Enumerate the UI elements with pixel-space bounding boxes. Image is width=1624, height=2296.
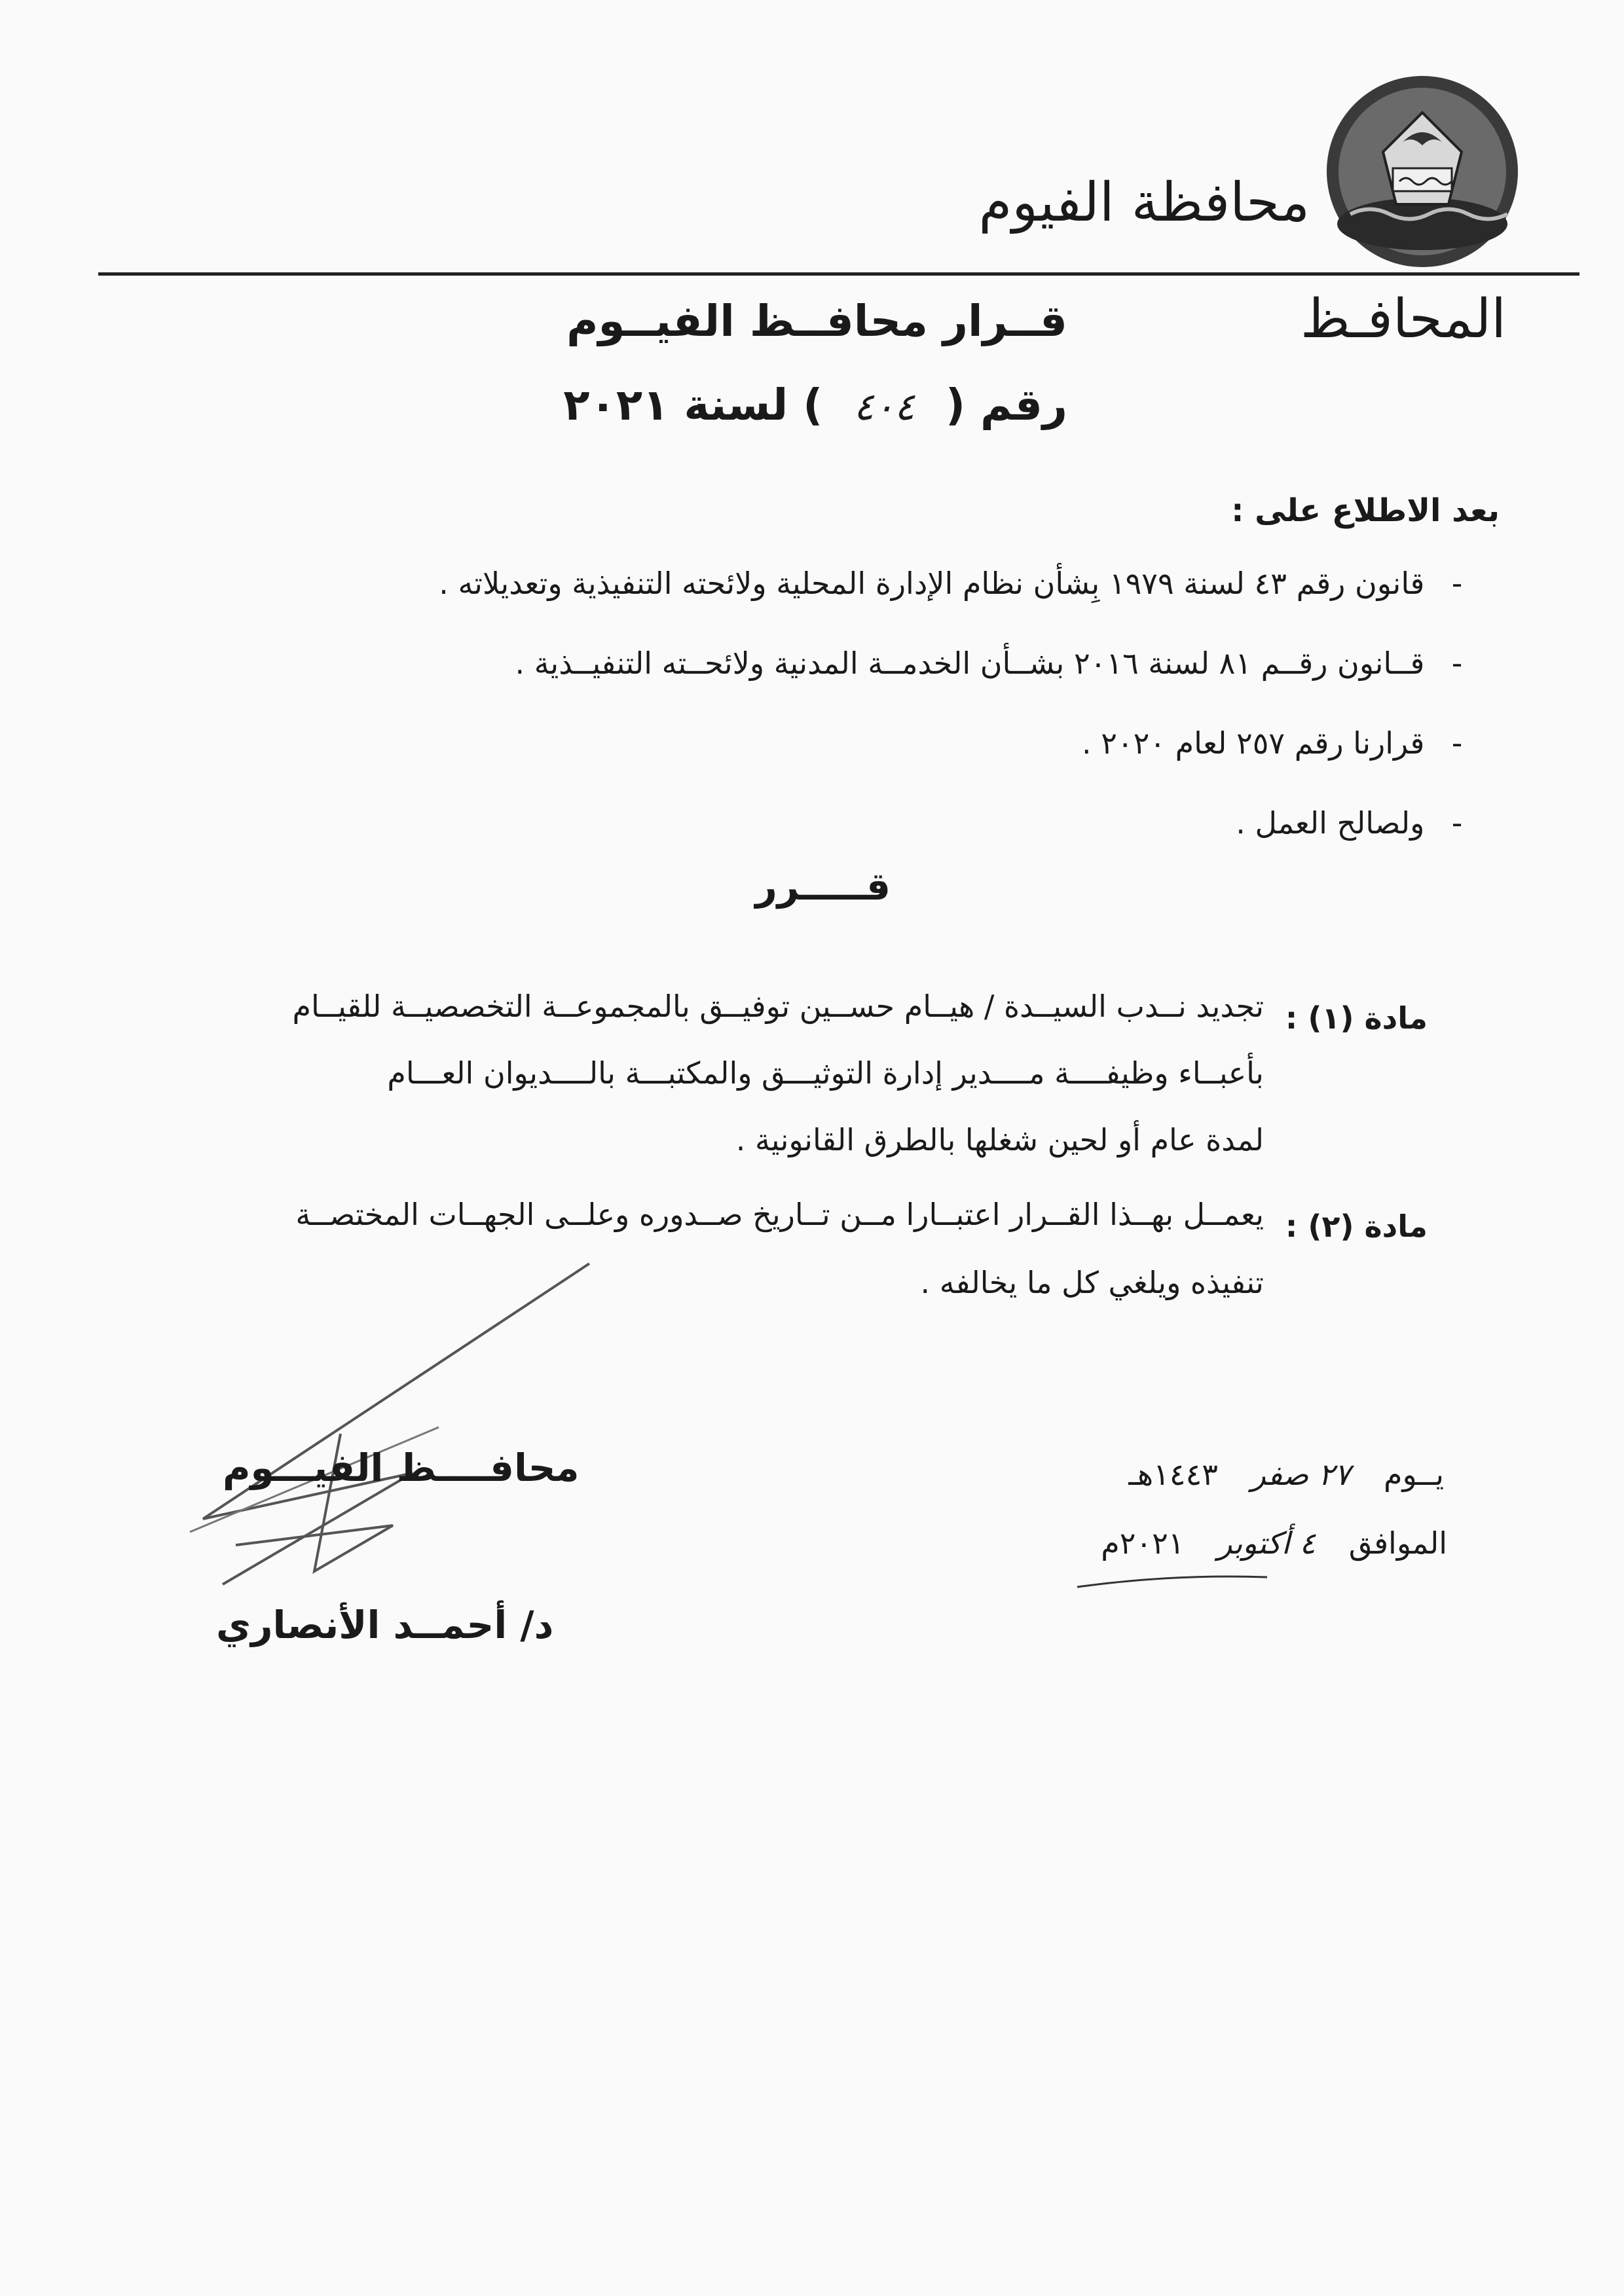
article-1-line: بأعبــاء وظيفــــة مــــدير إدارة التوثيـــق والمكتبـــة بالــــديوان العـــام bbox=[387, 1055, 1264, 1091]
governorate-seal-icon bbox=[1324, 73, 1521, 270]
preamble-item bbox=[515, 646, 1480, 681]
date-hijri bbox=[1128, 1457, 1444, 1492]
decree-number-handwritten: ٤٠٤ bbox=[853, 384, 915, 429]
governorate-name: محافظة الفيوم bbox=[978, 172, 1310, 234]
decree-number-suffix: ) لسنة ٢٠٢١ bbox=[563, 380, 823, 430]
preamble-item-text: ولصالح العمل . bbox=[1236, 805, 1425, 841]
header-divider bbox=[98, 272, 1579, 276]
signatory-name: د/ أحمــد الأنصاري bbox=[216, 1603, 554, 1647]
decree-number-prefix: رقم ( bbox=[945, 380, 1067, 430]
bullet-dash: - bbox=[1451, 805, 1463, 841]
date-greg-year: ٢٠٢١م bbox=[1101, 1525, 1185, 1561]
preamble-item bbox=[1236, 805, 1480, 841]
decree-number bbox=[563, 380, 1067, 430]
date-greg-handwritten: ٤ أكتوبر bbox=[1217, 1525, 1316, 1561]
preamble-item-text: قــانون رقــم ٨١ لسنة ٢٠١٦ بشــأن الخدمــة المدنية ولائحــته التنفيــذية . bbox=[515, 646, 1425, 681]
date-gregorian bbox=[1101, 1525, 1447, 1561]
article-1-label: مادة (١) : bbox=[1285, 1000, 1428, 1036]
preamble-item bbox=[439, 566, 1480, 601]
article-1-line: تجديد نــدب السيــدة / هيــام حســين توفيــق بالمجموعــة التخصصيــة للقيــام bbox=[292, 989, 1264, 1024]
preamble-heading: بعد الاطلاع على : bbox=[1231, 492, 1500, 529]
date-hijri-handwritten: ٢٧ صفر bbox=[1251, 1457, 1351, 1492]
signatory-title: محافــــظ الفيـــوم bbox=[223, 1446, 580, 1490]
article-2-line: تنفيذه ويلغي كل ما يخالفه . bbox=[920, 1265, 1264, 1300]
date-hijri-prefix: يــوم bbox=[1384, 1457, 1444, 1492]
date-hijri-year: ١٤٤٣هـ bbox=[1128, 1457, 1218, 1492]
article-2-label: مادة (٢) : bbox=[1285, 1209, 1428, 1244]
preamble-item-text: قرارنا رقم ٢٥٧ لعام ٢٠٢٠ . bbox=[1081, 725, 1425, 761]
bullet-dash: - bbox=[1451, 566, 1463, 601]
handwritten-signature bbox=[177, 1257, 609, 1597]
decree-title: قــرار محافــظ الفيــوم bbox=[566, 296, 1067, 346]
article-2-line: يعمــل بهــذا القــرار اعتبــارا مــن تــاريخ صــدوره وعلــى الجهــات المختصــة bbox=[295, 1197, 1264, 1232]
date-greg-prefix: الموافق bbox=[1348, 1525, 1447, 1561]
handwritten-underline bbox=[1074, 1567, 1270, 1594]
article-1-line: لمدة عام أو لحين شغلها بالطرق القانونية . bbox=[735, 1122, 1264, 1157]
bullet-dash: - bbox=[1451, 725, 1463, 761]
bullet-dash: - bbox=[1451, 646, 1463, 681]
office-title: المحافـظ bbox=[1300, 288, 1506, 350]
decided-heading: قـــــرر bbox=[755, 864, 891, 909]
preamble-item-text: قانون رقم ٤٣ لسنة ١٩٧٩ بِشأن نظام الإدارة المحلية ولائحته التنفيذية وتعديلاته . bbox=[439, 566, 1425, 601]
preamble-item bbox=[1082, 725, 1480, 761]
